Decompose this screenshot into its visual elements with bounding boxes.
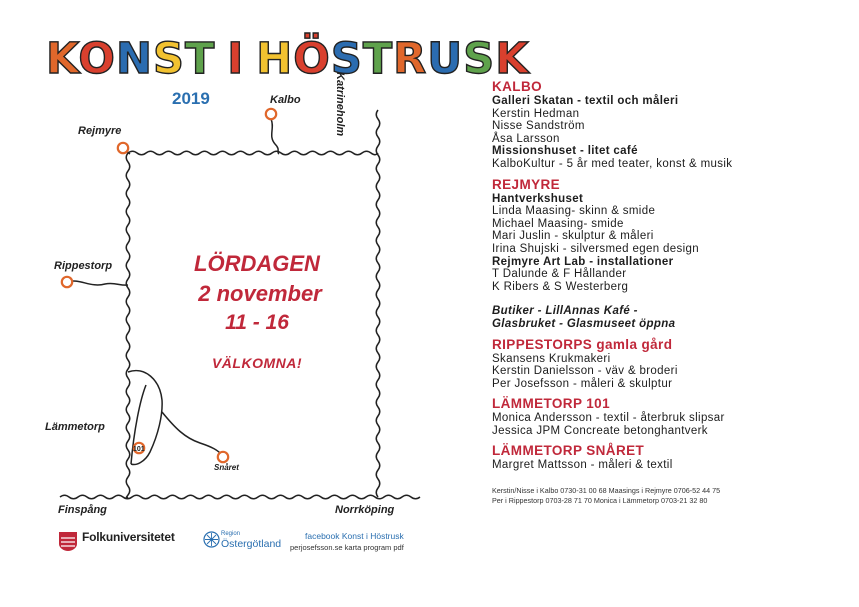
event-day: LÖRDAGEN: [194, 251, 320, 276]
title-letter: I: [227, 34, 245, 84]
title-letter: S: [152, 34, 185, 84]
program-line: K Ribers & S Westerberg: [492, 280, 629, 293]
kalbo-marker: [266, 109, 276, 119]
rippestorp-marker: [62, 277, 72, 287]
program-line: T Dalunde & F Hållander: [492, 268, 627, 281]
place-lammetorp: Lämmetorp: [45, 421, 105, 433]
section-heading-kalbo: KALBO: [492, 79, 542, 94]
road-101-label: 101: [133, 446, 145, 453]
place-finspang: Finspång: [58, 504, 107, 516]
section-lammetorp-lines: [492, 412, 832, 437]
program-line: Linda Maasing- skinn & smide: [492, 205, 656, 218]
place-rejmyre: Rejmyre: [78, 125, 122, 137]
section-heading-snaret: LÄMMETORP SNÅRET: [492, 443, 645, 459]
title-letter: S: [463, 34, 496, 84]
year-label: 2019: [172, 89, 210, 108]
program-line: Margret Mattsson - måleri & textil: [492, 459, 673, 472]
program-line: KalboKultur - 5 år med teater, konst & musik: [492, 157, 733, 170]
title-letter: K: [46, 34, 79, 84]
program-line: Monica Andersson - textil - återbruk slipsar: [492, 412, 725, 425]
section-rejmyre-lines: [492, 193, 832, 294]
section-rippestorp-lines: [492, 353, 832, 391]
folkuniversitetet-name: Folkuniversitetet: [82, 530, 175, 544]
rejmyre-marker: [118, 143, 128, 153]
place-snaret: Snåret: [214, 463, 239, 472]
region-ostergotland-logo-icon: [203, 531, 220, 548]
section-rejmyre-extra: [492, 305, 832, 330]
program-line: Irina Shujski - silversmed egen design: [492, 242, 699, 255]
title-letter: N: [115, 34, 153, 84]
contact-info: [492, 486, 720, 506]
program-line: Kerstin Danielsson - väv & broderi: [492, 365, 678, 378]
road-top: [128, 151, 378, 155]
program-line: Skansens Krukmakeri: [492, 352, 611, 365]
facebook-link[interactable]: facebook Konst i Höstrusk: [305, 531, 404, 541]
contact-line: Per i Rippestorp 0703-28 71 70 Monica i Lämmetorp 0703-21 32 80: [492, 496, 708, 505]
title-letter: T: [362, 34, 394, 84]
program-line: Rejmyre Art Lab - installationer: [492, 255, 674, 268]
snaret-marker: [218, 452, 228, 462]
program-line: Mari Juslin - skulptur & måleri: [492, 230, 654, 243]
region-name: Östergötland: [221, 538, 282, 550]
folkuniversitetet-logo-icon: [58, 530, 78, 552]
program-line: Jessica JPM Concreate betonghantverk: [492, 424, 708, 437]
program-line: Per Josefsson - måleri & skulptur: [492, 377, 673, 390]
program-line: Michael Maasing- smide: [492, 217, 624, 230]
program-line: Glasbruket - Glasmuseet öppna: [492, 317, 676, 330]
title-letter: R: [393, 34, 428, 84]
road-left: [126, 153, 130, 498]
place-kalbo: Kalbo: [270, 94, 301, 106]
program-line: Butiker - LillAnnas Kafé -: [492, 305, 638, 318]
title-letter: O: [78, 34, 116, 84]
title-letter: H: [256, 34, 294, 84]
title-letter: Ö: [293, 34, 331, 84]
program-line: Kerstin Hedman: [492, 107, 580, 120]
contact-line: Kerstin/Nisse i Kalbo 0730-31 00 68 Maasings i Rejmyre 0706-52 44 75: [492, 486, 721, 495]
road-rippestorp: [67, 281, 128, 285]
title-letter: S: [330, 34, 363, 84]
event-time: 11 - 16: [225, 311, 289, 334]
program-list: [492, 79, 832, 472]
website-link[interactable]: perjosefsson.se karta program pdf: [290, 543, 404, 552]
event-date: 2 november: [198, 281, 322, 306]
title-letter: T: [184, 34, 216, 84]
program-line: Galleri Skatan - textil och måleri: [492, 95, 679, 107]
section-snaret-lines: [492, 459, 832, 472]
program-line: Åsa Larsson: [492, 132, 560, 145]
road-snaret: [162, 412, 223, 456]
road-bottom: [60, 495, 420, 499]
place-katrineholm: Katrineholm: [334, 72, 346, 137]
road-kalbo: [271, 119, 279, 154]
region-label: Region: [221, 531, 241, 537]
section-heading-rippestorp: RIPPESTORPS gamla gård: [492, 336, 673, 352]
title-letter: U: [427, 34, 464, 84]
section-heading-rejmyre: REJMYRE: [492, 176, 561, 192]
program-line: Missionshuset - litet café: [492, 145, 638, 158]
section-heading-lammetorp: LÄMMETORP 101: [492, 396, 610, 412]
program-line: Hantverkshuset: [492, 192, 584, 205]
place-norrkoping: Norrköping: [335, 504, 395, 516]
event-welcome: VÄLKOMNA!: [211, 355, 303, 371]
road-right: [376, 110, 380, 497]
title-letter: K: [495, 34, 530, 84]
section-kalbo-lines: [492, 95, 832, 171]
program-line: Nisse Sandström: [492, 120, 585, 133]
place-rippestorp: Rippestorp: [54, 260, 113, 272]
